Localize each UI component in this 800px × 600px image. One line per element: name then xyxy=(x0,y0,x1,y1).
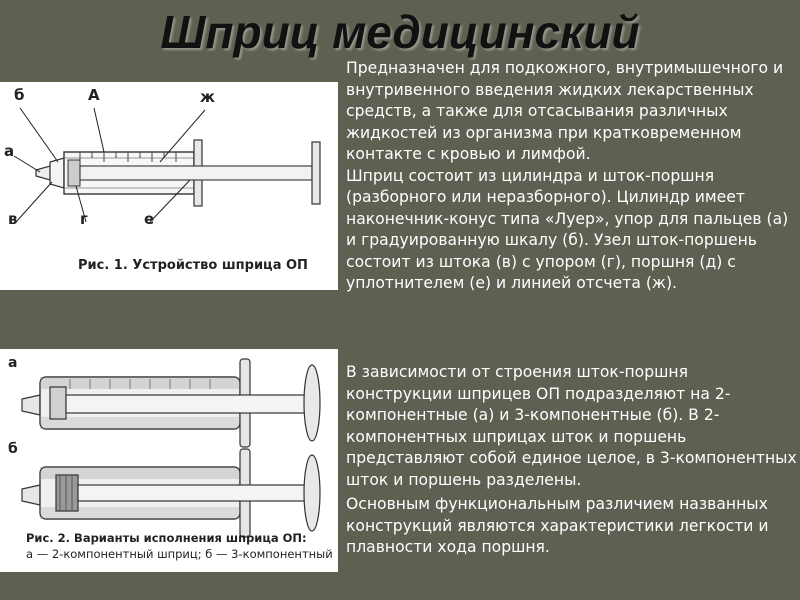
variant-label-a: а xyxy=(8,355,18,371)
syringe-b xyxy=(22,449,320,537)
slide-title: Шприц медицинский xyxy=(160,6,640,58)
figure2-caption-line1: Рис. 2. Варианты исполнения шприца ОП: xyxy=(26,531,307,545)
description-paragraph: Предназначен для подкожного, внутримышечного и внутривенного введения жидких лекарственных средств, а также для отсасывания различных жидкостей из организма при кратковременном контакте с кровью и лимфой. Шприц состоит из цилиндра и шток-поршня (разборного или неразборного). Цилиндр имеет наконечник-конус типа «Луер», упор для пальцев (а) и градуированную шкалу (б). Узел шток-поршень состоит из штока (в) с упором (г), поршня (д) с уплотнителем (е) и линией отсчета (ж). xyxy=(346,59,789,292)
syringe-structure-figure xyxy=(0,82,338,290)
label-g: г xyxy=(80,210,88,228)
figure1-caption: Рис. 1. Устройство шприца ОП xyxy=(78,258,308,273)
label-A: А xyxy=(88,86,100,104)
figure2-caption-line2: а — 2-компонентный шприц; б — 3-компонентный xyxy=(26,547,333,561)
variant-label-b: б xyxy=(8,441,18,457)
difference-paragraph: Основным функциональным различием названных конструкций являются характеристики легкости и плавности хода поршня. xyxy=(346,495,769,556)
label-v: в xyxy=(8,210,18,228)
label-b: б xyxy=(14,86,25,104)
syringe-variants-figure xyxy=(0,349,338,572)
label-a: а xyxy=(4,142,15,160)
label-zh: ж xyxy=(200,88,215,106)
label-e: е xyxy=(144,210,155,228)
syringe-a xyxy=(22,359,320,447)
variants-paragraph: В зависимости от строения шток-поршня конструкции шприцев ОП подразделяют на 2-компонентные (а) и 3-компонентные (б). В 2-компонентных шприцах шток и поршень представляют собой единое целое, в 3-компонентных шток и поршень разделены. xyxy=(346,363,797,489)
